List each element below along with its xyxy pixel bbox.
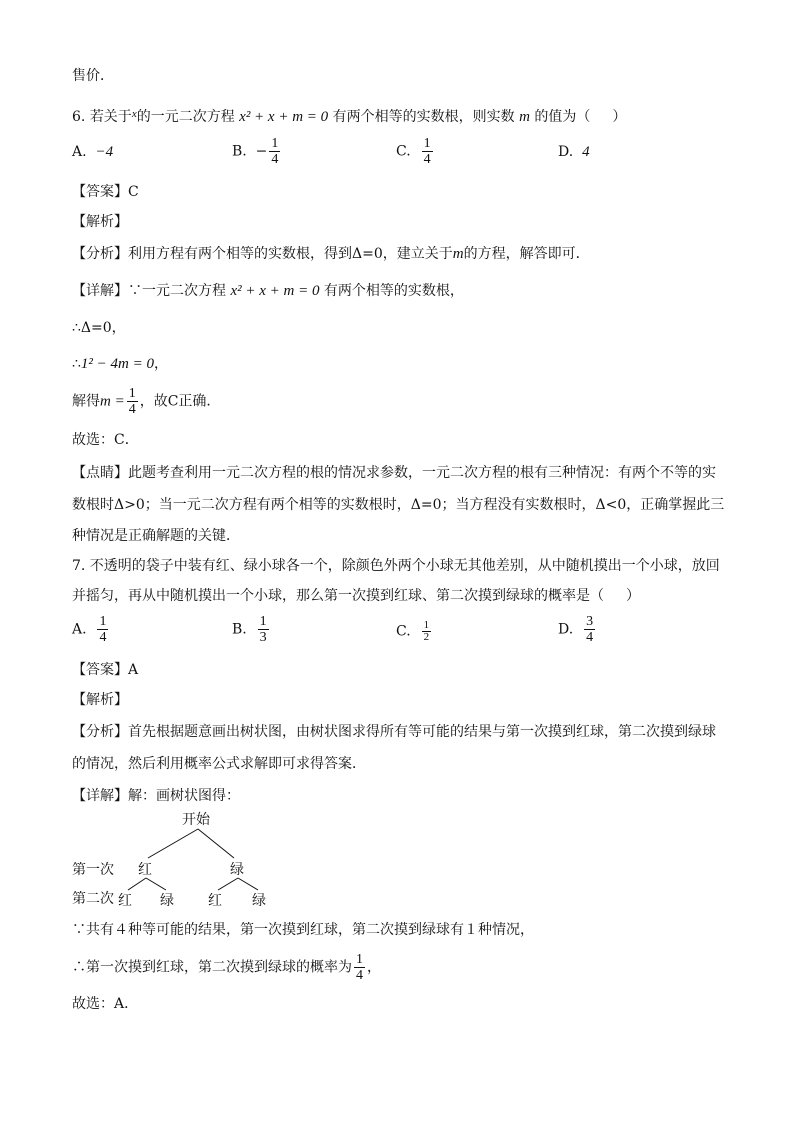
option-letter: C. [396,143,411,160]
tree-node-level2-2: 绿 [160,893,174,908]
fraction-denominator: 4 [271,152,279,167]
step2-equation: 1² − 4m = 0 [80,356,154,372]
answer-value: A [128,662,139,678]
option-letter: B. [232,143,247,160]
q6-xiangjie [72,281,464,301]
q7-result2 [72,952,381,983]
result2-suffix: ， [367,959,381,976]
option-letter: D. [558,621,574,638]
xiangjie-text: ∵一元二次方程 [128,283,226,299]
fraction-numerator: 1 [99,614,107,629]
fraction-numerator: 1 [423,136,431,151]
q7-stem-end: ） [626,588,640,604]
q7-answer [72,660,138,680]
result2-fraction [354,952,365,983]
q7-option-d [558,614,597,645]
fenxi-var-m: m [452,246,464,262]
answer-tag: 【答案】 [72,184,128,200]
option-letter: A. [72,144,87,160]
q7-fenxi-line2: 的情况，然后利用概率公式求解即可求得答案． [72,756,366,772]
fraction-denominator: 4 [586,630,594,645]
tree-diagram [70,808,290,908]
q7-option-a [72,614,110,645]
tree-edge [128,878,146,890]
fraction-denominator: 4 [423,152,431,167]
option-fraction [258,614,269,645]
fraction-numerator: 1 [356,952,363,967]
tree-edge [146,878,166,890]
option-sign: − [255,143,268,160]
q6-stem-part3: 有两个相等的实数根，则实数 [332,109,515,125]
fenxi-tag: 【分析】 [72,246,128,262]
step3-suffix: ，故C正确． [139,393,221,410]
q6-fenxi [72,244,590,264]
q7-option-c [396,620,433,643]
option-letter: D. [558,144,574,160]
answer-tag: 【答案】 [72,662,128,678]
top-fragment: 售价． [72,68,114,84]
fraction-numerator: 1 [128,386,136,401]
fraction-denominator: 3 [259,630,267,645]
q6-option-a [72,144,113,161]
q7-result1: ∵共有４种等可能的结果，第一次摸到红球，第二次摸到绿球有１种情况， [72,922,534,938]
xiangjie-text-end: 有两个相等的实数根， [323,283,464,299]
dianjing-text: 此题考查利用一元二次方程的根的情况求参数，一元二次方程的根有三种情况：有两个不等的实 [128,465,716,481]
tree-edge [148,829,198,858]
q6-step3 [72,386,220,417]
option-fraction [584,614,595,645]
fraction-denominator: 4 [99,630,107,645]
q6-dianjing-line1 [72,463,716,483]
q7-analysis-tag: 【解析】 [72,692,128,708]
q7-option-b [232,614,271,645]
result2-text: ∴第一次摸到红球，第二次摸到绿球的概率为 [72,959,352,976]
step2-suffix: ， [154,356,168,372]
q6-stem-part4: 的值为（ [534,109,591,125]
fraction-numerator: 1 [271,136,279,151]
q6-dianjing-line2: 数根时Δ>0；当一元二次方程有两个相等的实数根时，Δ=0；当方程没有实数根时，Δ<0，正确掌握此三 [72,497,725,513]
q6-dianjing-line3: 种情况是正确解题的关键． [72,528,240,544]
q6-number: 6. [72,109,86,125]
q7-stem-text: 并摇匀，再从中随机摸出一个小球，那么第一次摸到红球、第二次摸到绿球的概率是（ [72,588,604,604]
q7-xiangjie [72,786,240,806]
tree-node-level1-green: 绿 [230,862,244,878]
option-value: −4 [95,144,114,160]
q6-var-x: x [131,108,137,120]
fraction-denominator: 4 [356,968,363,983]
fenxi-text-end: 的方程，解答即可． [463,246,590,262]
fenxi-tag: 【分析】 [72,724,128,740]
option-fraction [422,136,433,167]
q7-stem-line2 [72,586,640,606]
tree-node-level2-1: 红 [118,893,132,908]
q6-analysis-tag: 【解析】 [72,214,128,230]
option-fraction [97,614,108,645]
fraction-numerator: 3 [586,614,594,629]
step3-prefix: 解得 [72,393,100,410]
dianjing-tag: 【点睛】 [72,465,128,481]
fraction-numerator: 1 [259,614,267,629]
q7-stem-line1: 7. 不透明的袋子中装有红、绿小球各一个，除颜色外两个小球无其他差别，从中随机摸出一个小球，放回 [72,558,720,574]
fenxi-text: 首先根据题意画出树状图，由树状图求得所有等可能的结果与第一次摸到红球，第二次摸到绿球 [128,724,716,740]
tree-edge [238,878,258,890]
q6-stem-part1: 若关于 [89,109,132,125]
option-letter: C. [396,623,411,640]
fraction-numerator: 1 [423,619,430,631]
option-value: 4 [582,144,590,160]
tree-root: 开始 [182,812,210,828]
tree-edge [218,878,238,890]
answer-value: C [128,184,139,200]
option-letter: A. [72,621,87,638]
option-letter: B. [232,621,247,638]
tree-node-level2-3: 红 [208,893,222,908]
fraction-denominator: 4 [128,402,136,417]
q6-step2 [72,354,168,374]
option-fraction [422,620,432,643]
tree-node-level2-4: 绿 [252,893,266,908]
option-fraction [269,136,280,167]
q6-stem [72,104,626,127]
q6-option-b [232,136,282,167]
tree-edge [198,829,234,858]
q6-equation: x² + x + m = 0 [239,109,329,125]
q7-choose: 故选：A． [72,996,139,1012]
q6-stem-part2: 的一元二次方程 [136,109,235,125]
q6-option-d [558,144,590,161]
q6-step1: ∴Δ=0， [72,320,126,336]
q6-stem-part5: ） [612,109,627,125]
tree-row1-label: 第一次 [72,862,114,878]
step3-lhs: m = [100,393,125,410]
step3-fraction [127,386,138,417]
q7-fenxi-line1 [72,722,716,742]
step2-prefix: ∴ [72,356,81,372]
q6-choose: 故选：C． [72,432,139,448]
q6-var-m: m [519,109,530,125]
tree-row2-label: 第二次 [72,891,114,907]
tree-node-level1-red: 红 [138,862,152,878]
xiangjie-tag: 【详解】 [72,283,128,299]
fraction-denominator: 2 [423,631,430,643]
q6-answer [72,182,139,202]
fenxi-text: 利用方程有两个相等的实数根，得到Δ=0，建立关于 [128,246,453,262]
xiangjie-equation: x² + x + m = 0 [230,283,320,299]
q6-option-c [396,136,435,167]
xiangjie-tag: 【详解】 [72,788,128,804]
xiangjie-text: 解：画树状图得： [128,788,240,804]
